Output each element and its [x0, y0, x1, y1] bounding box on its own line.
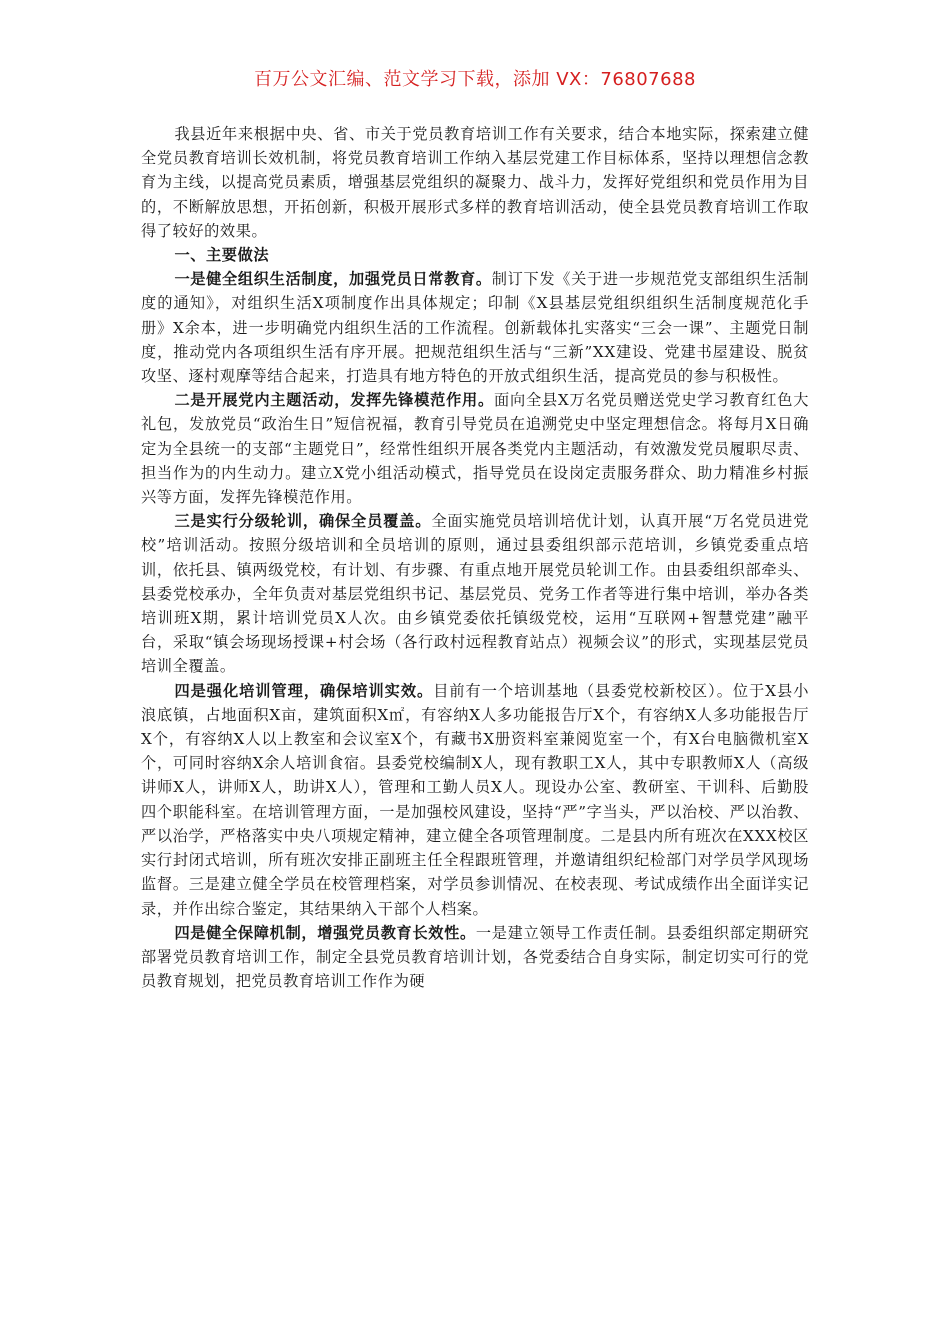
paragraph-text: 我县近年来根据中央、省、市关于党员教育培训工作有关要求，结合本地实际，探索建立健全党员教育培训长效机制，将党员教育培训工作纳入基层党建工作目标体系，坚持以理想信念教育为主线，以提高党员素质，增强基层党组织的凝聚力、战斗力，发挥好党组织和党员作用为目的，不断解放思想，开拓创新，积极开展形式多样的教育培训活动，使全县党员教育培训工作取得了较好的效果。 [141, 125, 809, 240]
intro-paragraph [141, 122, 809, 243]
paragraph-5 [141, 921, 809, 994]
paragraph-lead: 三是实行分级轮训，确保全员覆盖。 [174, 512, 432, 531]
heading-text: 一、主要做法 [174, 246, 270, 265]
paragraph-lead: 一是健全组织生活制度，加强党员日常教育。 [174, 270, 492, 289]
paragraph-text: 目前有一个培训基地（县委党校新校区）。位于X县小浪底镇，占地面积X亩，建筑面积X㎡，有容纳X人多功能报告厅X个，有容纳X人多功能报告厅X个，有容纳X人以上教室和会议室X个，有藏书X册资料室兼阅览室一个，有X台电脑微机室X个，可同时容纳X余人培训食宿。县委党校编制X人，现有教职工X人，其中专职教师X人（高级讲师X人，讲师X人，助讲X人），管理和工勤人员X人。现设办公室、教研室、干训科、后勤股四个职能科室。在培训管理方面，一是加强校风建设，坚持“严”字当头，严以治校、严以治教、严以治学，严格落实中央八项规定精神，建立健全各项管理制度。二是县内所有班次在XXX校区实行封闭式培训，所有班次安排正副班主任全程跟班管理，并邀请组织纪检部门对学员学风现场监督。三是建立健全学员在校管理档案，对学员参训情况、在校表现、考试成绩作出全面详实记录，并作出综合鉴定，其结果纳入干部个人档案。 [141, 681, 809, 918]
section-heading [141, 243, 809, 267]
paragraph-lead: 四是健全保障机制，增强党员教育长效性。 [174, 923, 476, 942]
paragraph-1 [141, 267, 809, 388]
paragraph-text: 面向全县X万名党员赠送党史学习教育红色大礼包，发放党员“政治生日”短信祝福，教育引导党员在追溯党史中坚定理想信念。将每月X日确定为全县统一的支部“主题党日”，经常性组织开展各类党内主题活动，有效激发党员履职尽责、担当作为的内生动力。建立X党小组活动模式，指导党员在设岗定责服务群众、助力精准乡村振兴等方面，发挥先锋模范作用。 [141, 391, 810, 507]
paragraph-text: 一是建立领导工作责任制。县委组织部定期研究部署党员教育培训工作，制定全县党员教育培训计划，各党委结合自身实际，制定切实可行的党员教育规划，把党员教育培训工作作为硬 [141, 923, 809, 991]
paragraph-3 [141, 509, 809, 678]
paragraph-text: 全面实施党员培训培优计划，认真开展“万名党员进党校”培训活动。按照分级培训和全员培训的原则，通过县委组织部示范培训，乡镇党委重点培训，依托县、镇两级党校，有计划、有步骤、有重点地开展党员轮训工作。由县委组织部牵头、县委党校承办，全年负责对基层党组织书记、基层党员、党务工作者等进行集中培训，举办各类培训班X期，累计培训党员X人次。由乡镇党委依托镇级党校，运用“互联网+智慧党建”融平台，采取“镇会场现场授课+村会场（各行政村远程教育站点）视频会议”的形式，实现基层党员培训全覆盖。 [141, 512, 809, 676]
paragraph-text: 制订下发《关于进一步规范党支部组织生活制度的通知》，对组织生活X项制度作出具体规定；印制《X县基层党组织组织生活制度规范化手册》X余本，进一步明确党内组织生活的工作流程。创新载体扎实落实“三会一课”、主题党日制度，推动党内各项组织生活有序开展。把规范组织生活与“三新”XX建设、党建书屋建设、脱贫攻坚、逐村观摩等结合起来，打造具有地方特色的开放式组织生活，提高党员的参与积极性。 [141, 270, 810, 386]
watermark-header: 百万公文汇编、范文学习下载，添加 VX：76807688 [254, 69, 696, 90]
paragraph-2 [141, 388, 809, 509]
paragraph-lead: 二是开展党内主题活动，发挥先锋模范作用。 [174, 391, 495, 410]
document-body [141, 122, 809, 993]
paragraph-4 [141, 679, 809, 921]
paragraph-lead: 四是强化培训管理，确保培训实效。 [174, 681, 434, 700]
